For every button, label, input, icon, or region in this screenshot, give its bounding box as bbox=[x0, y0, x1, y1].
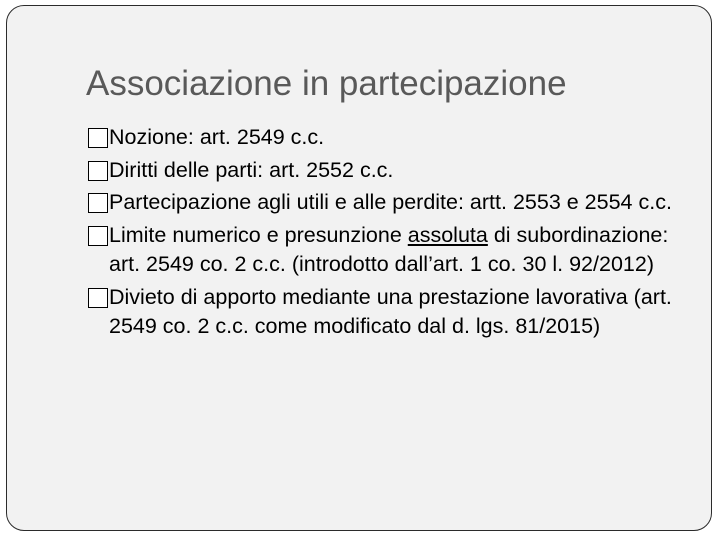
bullet-text: Divieto di apporto mediante una prestazione lavorativa (art. 2549 co. 2 c.c. come modificato dal d. lgs. 81/2015) bbox=[109, 284, 672, 338]
bullet-box-icon bbox=[88, 193, 108, 213]
bullet-box-icon bbox=[88, 128, 108, 148]
bullet-text: Diritti delle parti: art. 2552 c.c. bbox=[109, 157, 394, 182]
bullet-item-limite bbox=[88, 221, 688, 280]
bullet-text: Nozione: art. 2549 c.c. bbox=[109, 125, 325, 149]
bullet-box-icon bbox=[88, 288, 108, 308]
bullet-text-limite bbox=[109, 221, 688, 280]
bullet-box-icon bbox=[88, 161, 108, 181]
bullet-box-icon bbox=[88, 226, 108, 246]
slide-frame bbox=[6, 5, 712, 531]
bullet-list bbox=[88, 123, 688, 345]
bullet-item-divieto bbox=[88, 283, 688, 342]
bullet-text-before: Limite numerico e presunzione bbox=[109, 222, 408, 247]
emphasis-underlined: assoluta bbox=[407, 222, 488, 247]
bullet-text-after: di subordinazione: art. 2549 co. 2 c.c. (introdotto dall’art. 1 co. 30 l. 92/2012) bbox=[109, 222, 669, 276]
bullet-item-partecipazione bbox=[88, 188, 688, 218]
bullet-item-diritti bbox=[88, 156, 688, 186]
bullet-text: Partecipazione agli utili e alle perdite: artt. 2553 e 2554 c.c. bbox=[109, 190, 672, 214]
slide-title: Associazione in partecipazione bbox=[86, 64, 567, 103]
bullet-item-nozione bbox=[88, 123, 688, 153]
